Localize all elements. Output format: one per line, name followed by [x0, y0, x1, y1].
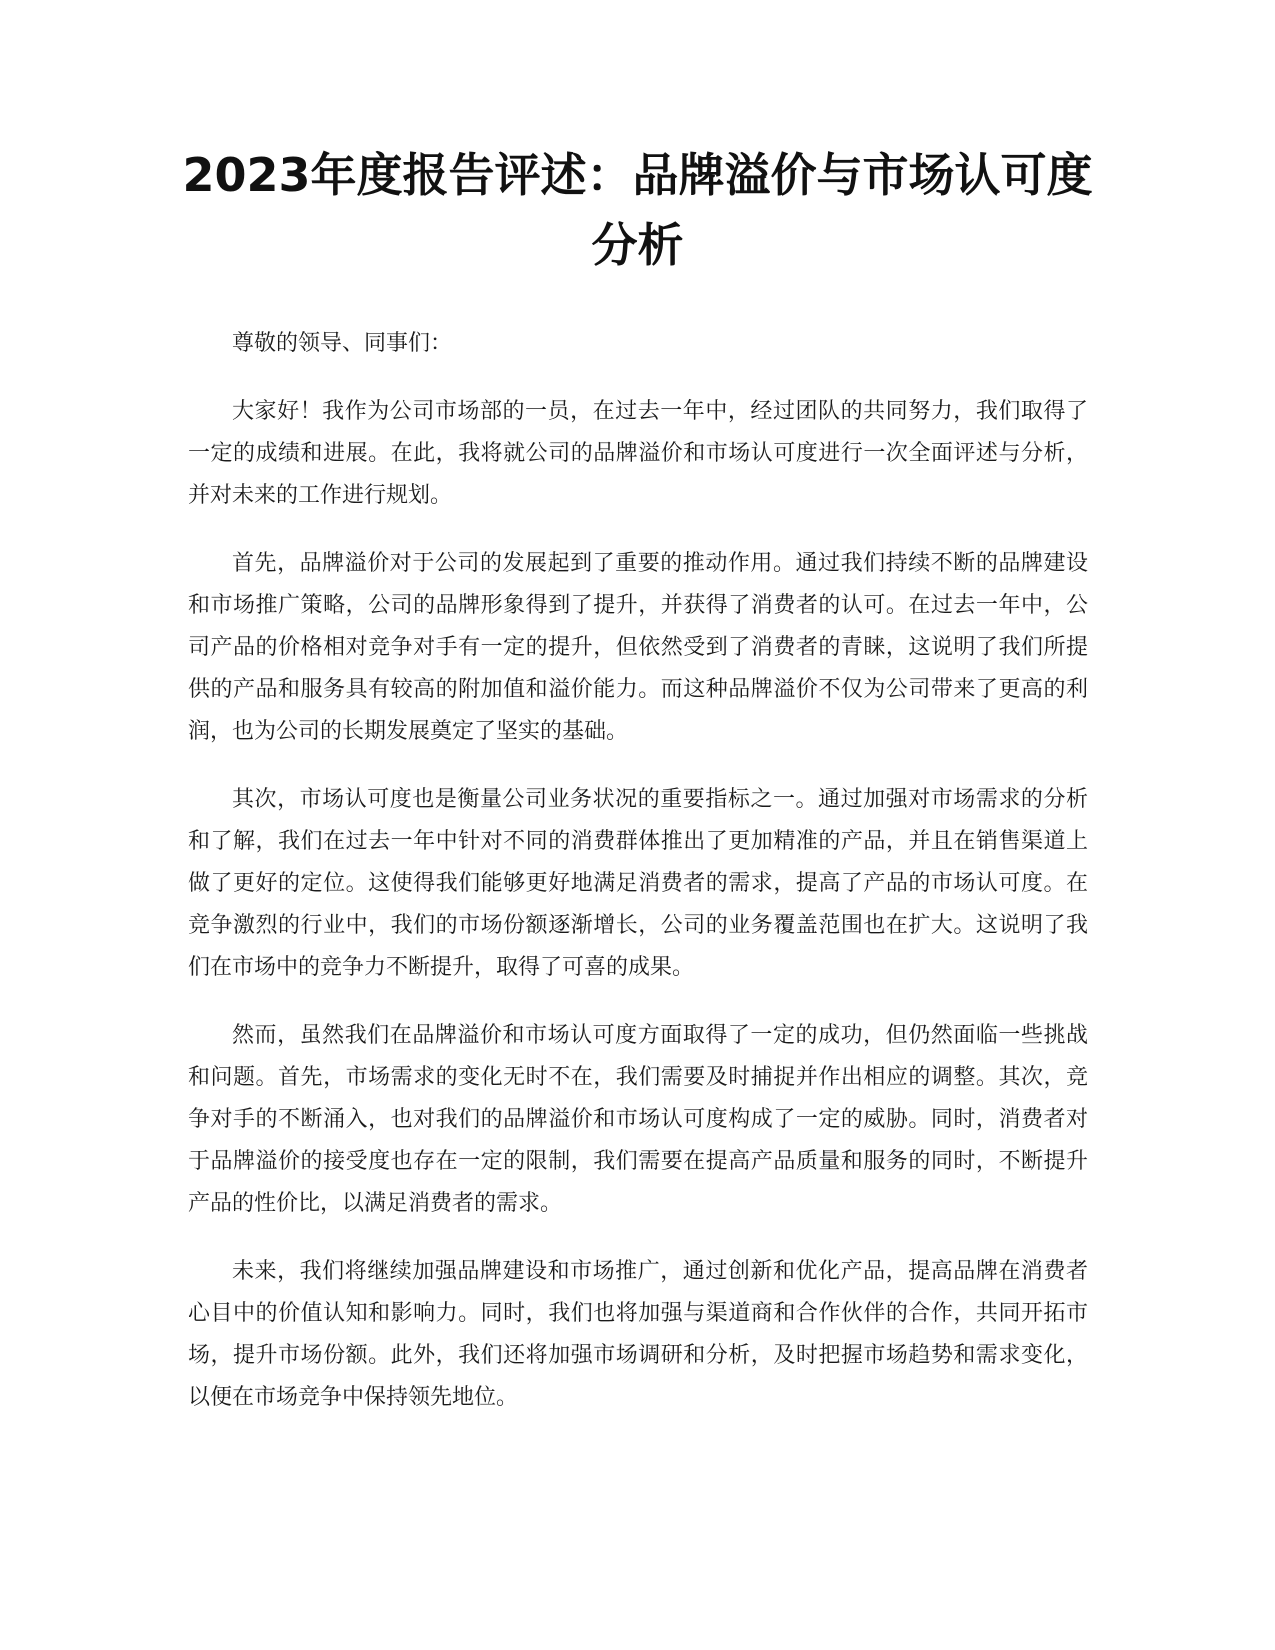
paragraph-intro: 大家好！我作为公司市场部的一员，在过去一年中，经过团队的共同努力，我们取得了一定的成绩和进展。在此，我将就公司的品牌溢价和市场认可度进行一次全面评述与分析，并对未来的工作进行规划。 [188, 399, 1088, 508]
document-body [188, 323, 1088, 1445]
paragraph-challenges: 然而，虽然我们在品牌溢价和市场认可度方面取得了一定的成功，但仍然面临一些挑战和问题。首先，市场需求的变化无时不在，我们需要及时捕捉并作出相应的调整。其次，竞争对手的不断涌入，也对我们的品牌溢价和市场认可度构成了一定的威胁。同时，消费者对于品牌溢价的接受度也存在一定的限制，我们需要在提高产品质量和服务的同时，不断提升产品的性价比，以满足消费者的需求。 [188, 1023, 1088, 1216]
paragraph-future-plans: 未来，我们将继续加强品牌建设和市场推广，通过创新和优化产品，提高品牌在消费者心目中的价值认知和影响力。同时，我们也将加强与渠道商和合作伙伴的合作，共同开拓市场，提升市场份额。此外，我们还将加强市场调研和分析，及时把握市场趋势和需求变化，以便在市场竞争中保持领先地位。 [188, 1259, 1088, 1410]
paragraph-salutation: 尊敬的领导、同事们： [232, 331, 453, 356]
paragraph-market-recognition: 其次，市场认可度也是衡量公司业务状况的重要指标之一。通过加强对市场需求的分析和了解，我们在过去一年中针对不同的消费群体推出了更加精准的产品，并且在销售渠道上做了更好的定位。这使得我们能够更好地满足消费者的需求，提高了产品的市场认可度。在竞争激烈的行业中，我们的市场份额逐渐增长，公司的业务覆盖范围也在扩大。这说明了我们在市场中的竞争力不断提升，取得了可喜的成果。 [188, 787, 1088, 980]
paragraph-brand-premium: 首先，品牌溢价对于公司的发展起到了重要的推动作用。通过我们持续不断的品牌建设和市场推广策略，公司的品牌形象得到了提升，并获得了消费者的认可。在过去一年中，公司产品的价格相对竞争对手有一定的提升，但依然受到了消费者的青睐，这说明了我们所提供的产品和服务具有较高的附加值和溢价能力。而这种品牌溢价不仅为公司带来了更高的利润，也为公司的长期发展奠定了坚实的基础。 [188, 551, 1088, 744]
document-title: 2023年度报告评述：品牌溢价与市场认可度分析 [182, 148, 1093, 272]
